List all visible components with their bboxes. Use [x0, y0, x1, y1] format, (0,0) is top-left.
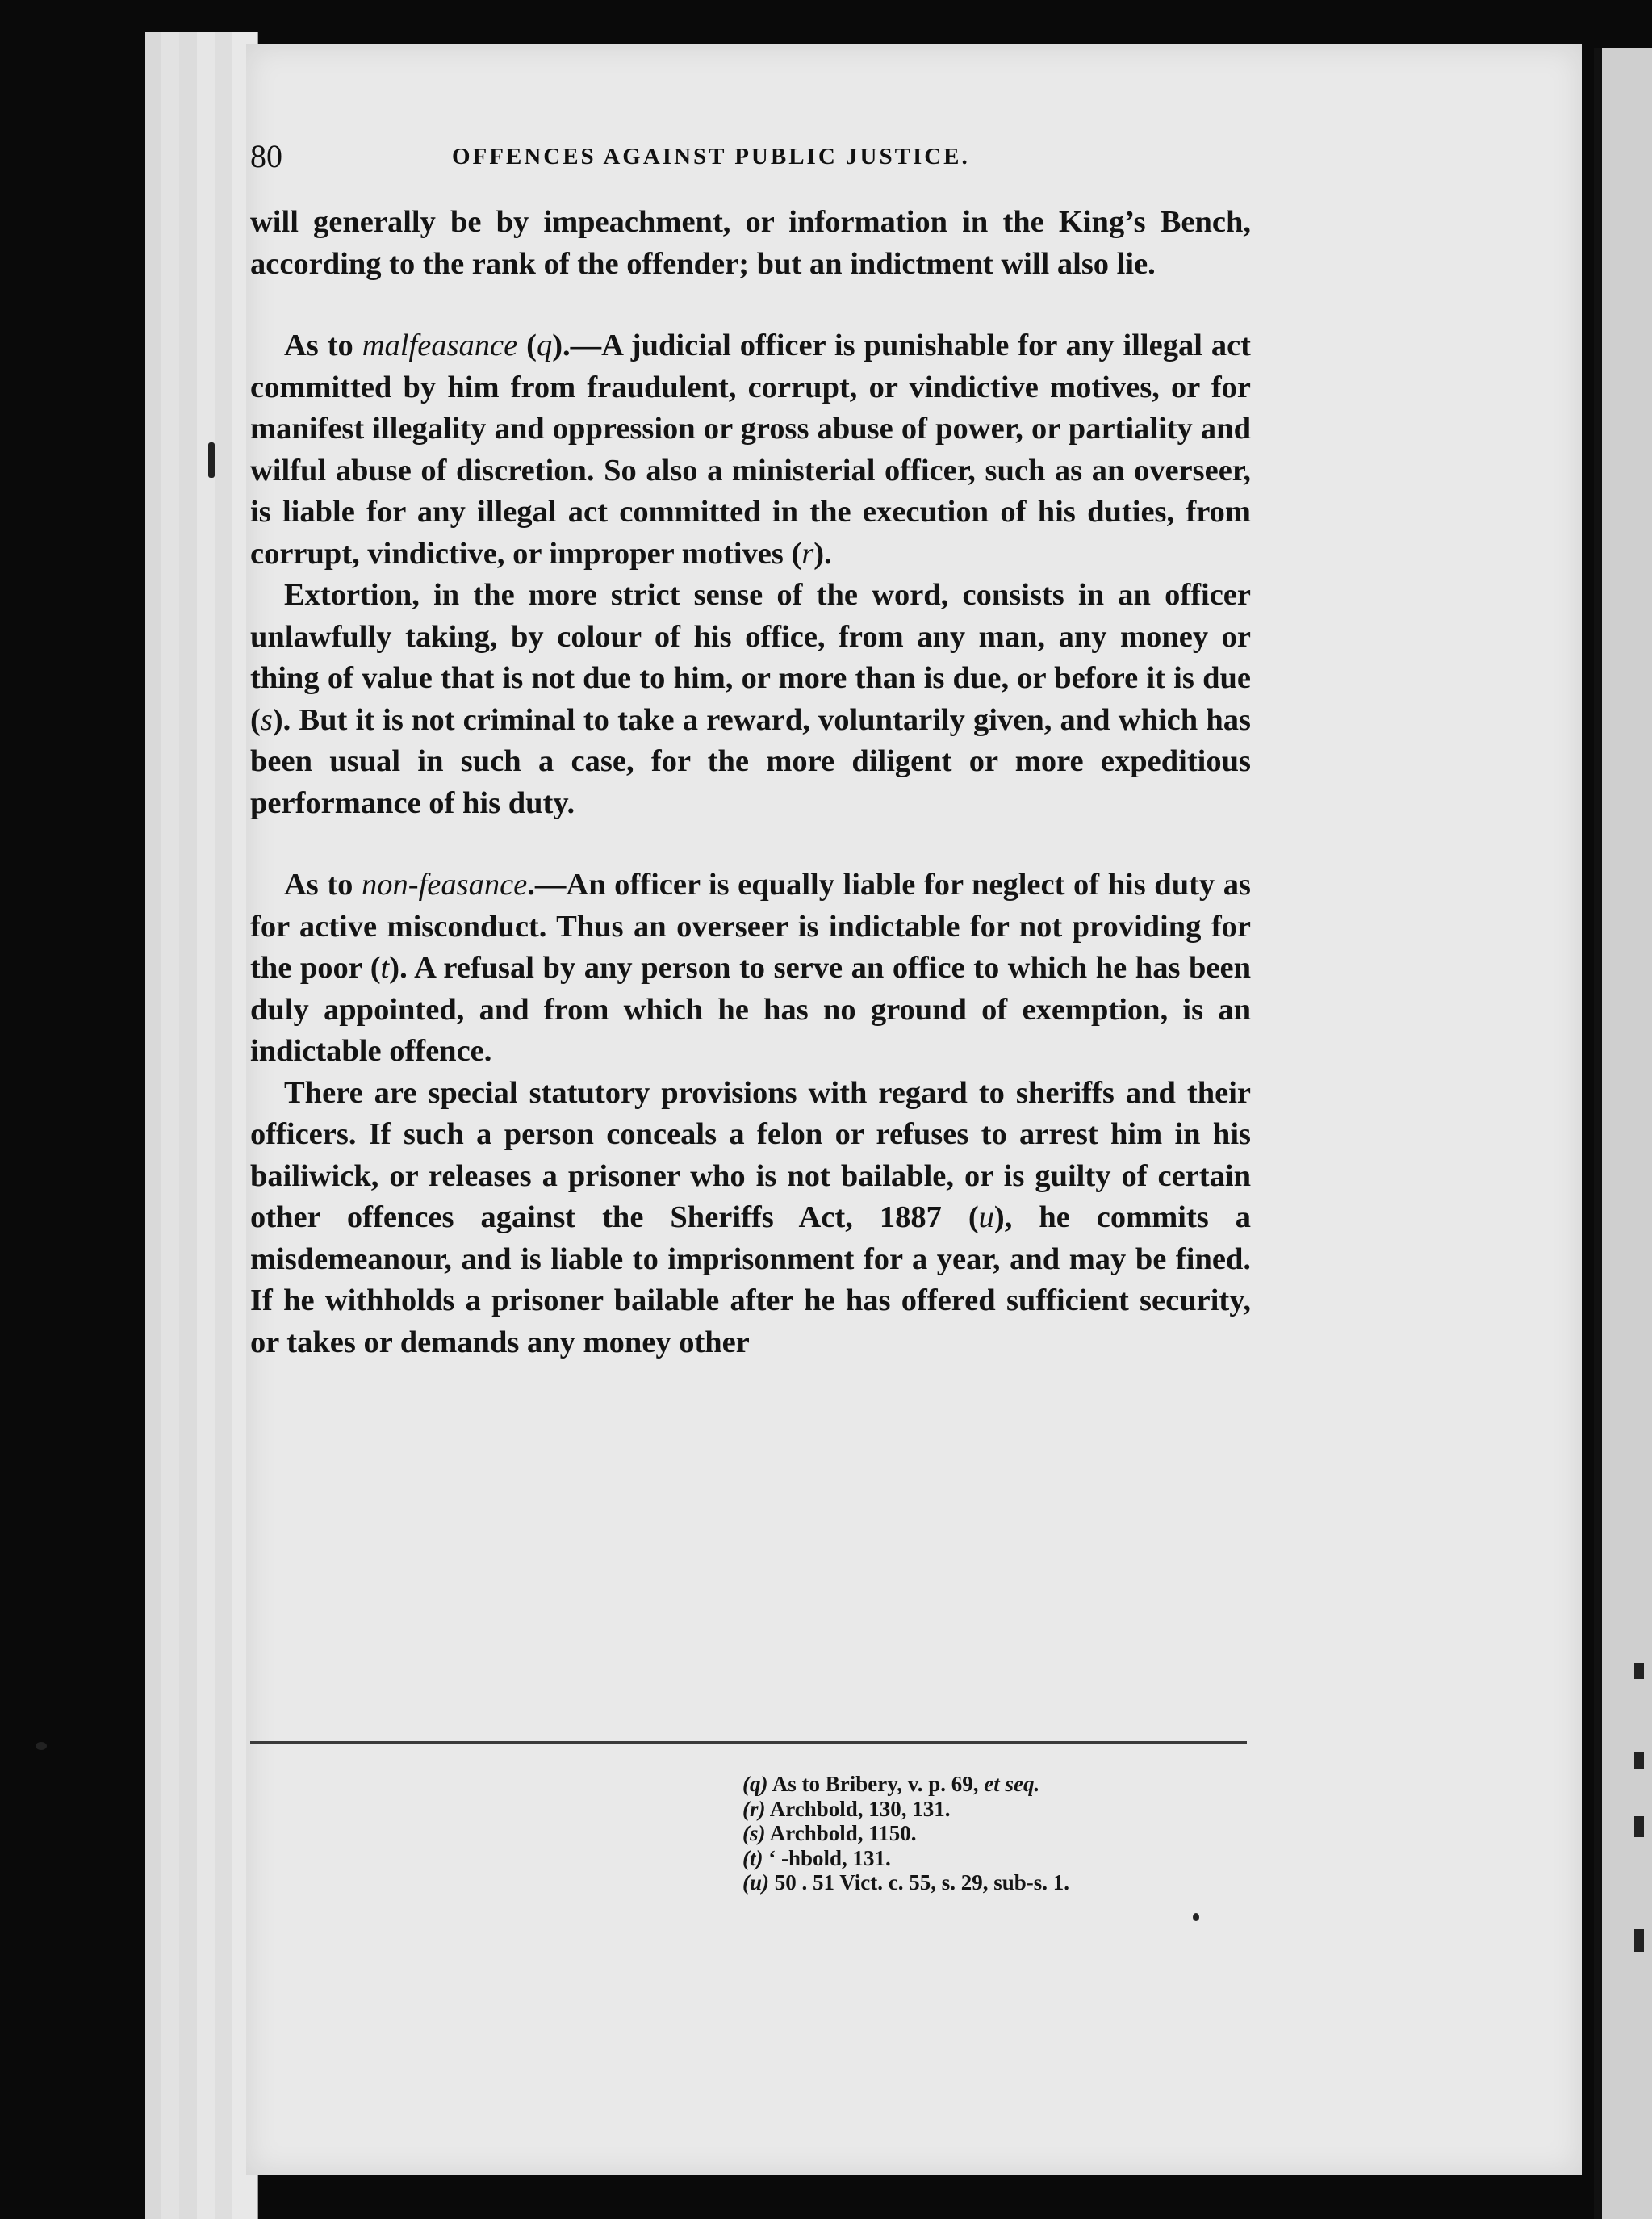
text-run: ). But it is not criminal to take a reward, voluntarily given, and which has been usual in such a case, for the more diligent or more expeditious performance of his duty. [250, 702, 1251, 820]
text-run: ), he commits a misdemeanour, and is liable to imprisonment for a year, and may be fined. If he withholds a prisoner bailable after he has offered sufficient security, or takes or demands any money other [250, 1200, 1251, 1359]
footnote [742, 1870, 1069, 1895]
text-run: 50 . 51 Vict. c. 55, s. 29, sub-s. 1. [769, 1870, 1070, 1895]
page-number: 80 [250, 138, 282, 174]
speck [208, 442, 215, 478]
footnote-mark: (u) [742, 1870, 769, 1895]
speck [36, 1742, 47, 1750]
text-run: ).—A judicial officer is punishable for any illegal act committed by him from fraudulent, corrupt, or vindictive motives, or for manifest illegality and oppression or gross abuse of power, or partiality and wilful abuse of discretion. So also a ministerial officer, such as an overseer, is liable for any illegal act committed in the execution of his duties, from corrupt, vindictive, or improper motives ( [250, 329, 1251, 571]
body-text [250, 202, 1251, 1363]
paragraph [250, 202, 1251, 285]
footnote-rule [250, 1741, 1247, 1744]
italic-text: q [536, 329, 553, 362]
ink-mark [1634, 1752, 1644, 1769]
italic-text: t [380, 951, 390, 985]
paragraph [250, 865, 1251, 1073]
text-run: will generally be by impeachment, or information in the King’s Bench, according to the rank of the offender; but an indictment will also lie. [250, 205, 1251, 281]
footnote [742, 1772, 1069, 1797]
text-run: As to [284, 868, 362, 902]
ink-mark [1634, 1816, 1644, 1837]
speck [1193, 1913, 1199, 1921]
paragraph [250, 1073, 1251, 1364]
text-column [250, 137, 1251, 1363]
text-run: Archbold, 130, 131. [765, 1796, 951, 1821]
text-run: There are special statutory provisions with regard to sheriffs and their officers. If such a person conceals a felon or refuses to arrest him in his bailiwick, or releases a prisoner who is not bailable, or is guilty of certain other offences against the Sheriffs Act, 1887 ( [250, 1075, 1251, 1234]
footnotes [742, 1772, 1069, 1895]
paragraph [250, 325, 1251, 575]
text-run: ‘ ‑hbold, 131. [763, 1845, 891, 1870]
text-run: Extortion, in the more strict sense of the word, consists in an officer unlawfully taking, by colour of his office, from any man, any money or thing of value that is not due to him, or more than is due, or before it is due ( [250, 578, 1251, 737]
adjacent-page-edge [1594, 48, 1652, 2219]
running-head: OFFENCES AGAINST PUBLIC JUSTICE. [452, 144, 970, 170]
text-run: ). [813, 536, 832, 571]
ink-mark [1634, 1663, 1644, 1679]
italic-text: malfeasance [362, 329, 518, 362]
footnote-mark: (r) [742, 1796, 766, 1821]
footnote-mark: (q) [742, 1772, 768, 1796]
text-run: ( [517, 329, 537, 362]
footnote [742, 1821, 1069, 1846]
italic-text: u [978, 1200, 994, 1234]
footnote [742, 1846, 1069, 1871]
italic-text: s [260, 702, 273, 737]
paragraph [250, 575, 1251, 824]
footnote-mark: (s) [742, 1821, 766, 1845]
ink-mark [1634, 1929, 1644, 1952]
text-run: As to Bribery, v. p. 69, [767, 1772, 985, 1796]
page-header [250, 137, 1251, 194]
text-run: .—An officer is equally liable for neglect of his duty as for active misconduct. Thus an overseer is indictable for not providing for the poor ( [250, 868, 1251, 985]
text-run: Archbold, 1150. [765, 1821, 917, 1845]
italic-text: et seq. [984, 1772, 1040, 1796]
text-run: ). A refusal by any person to serve an office to which he has been duly appointed, and from which he has no ground of exemption, is an indictable offence. [250, 951, 1251, 1068]
italic-text: non-feasance [362, 868, 528, 902]
text-run: As to [284, 329, 362, 362]
footnote [742, 1797, 1069, 1822]
italic-text: r [801, 536, 814, 571]
footnote-mark: (t) [742, 1845, 763, 1870]
